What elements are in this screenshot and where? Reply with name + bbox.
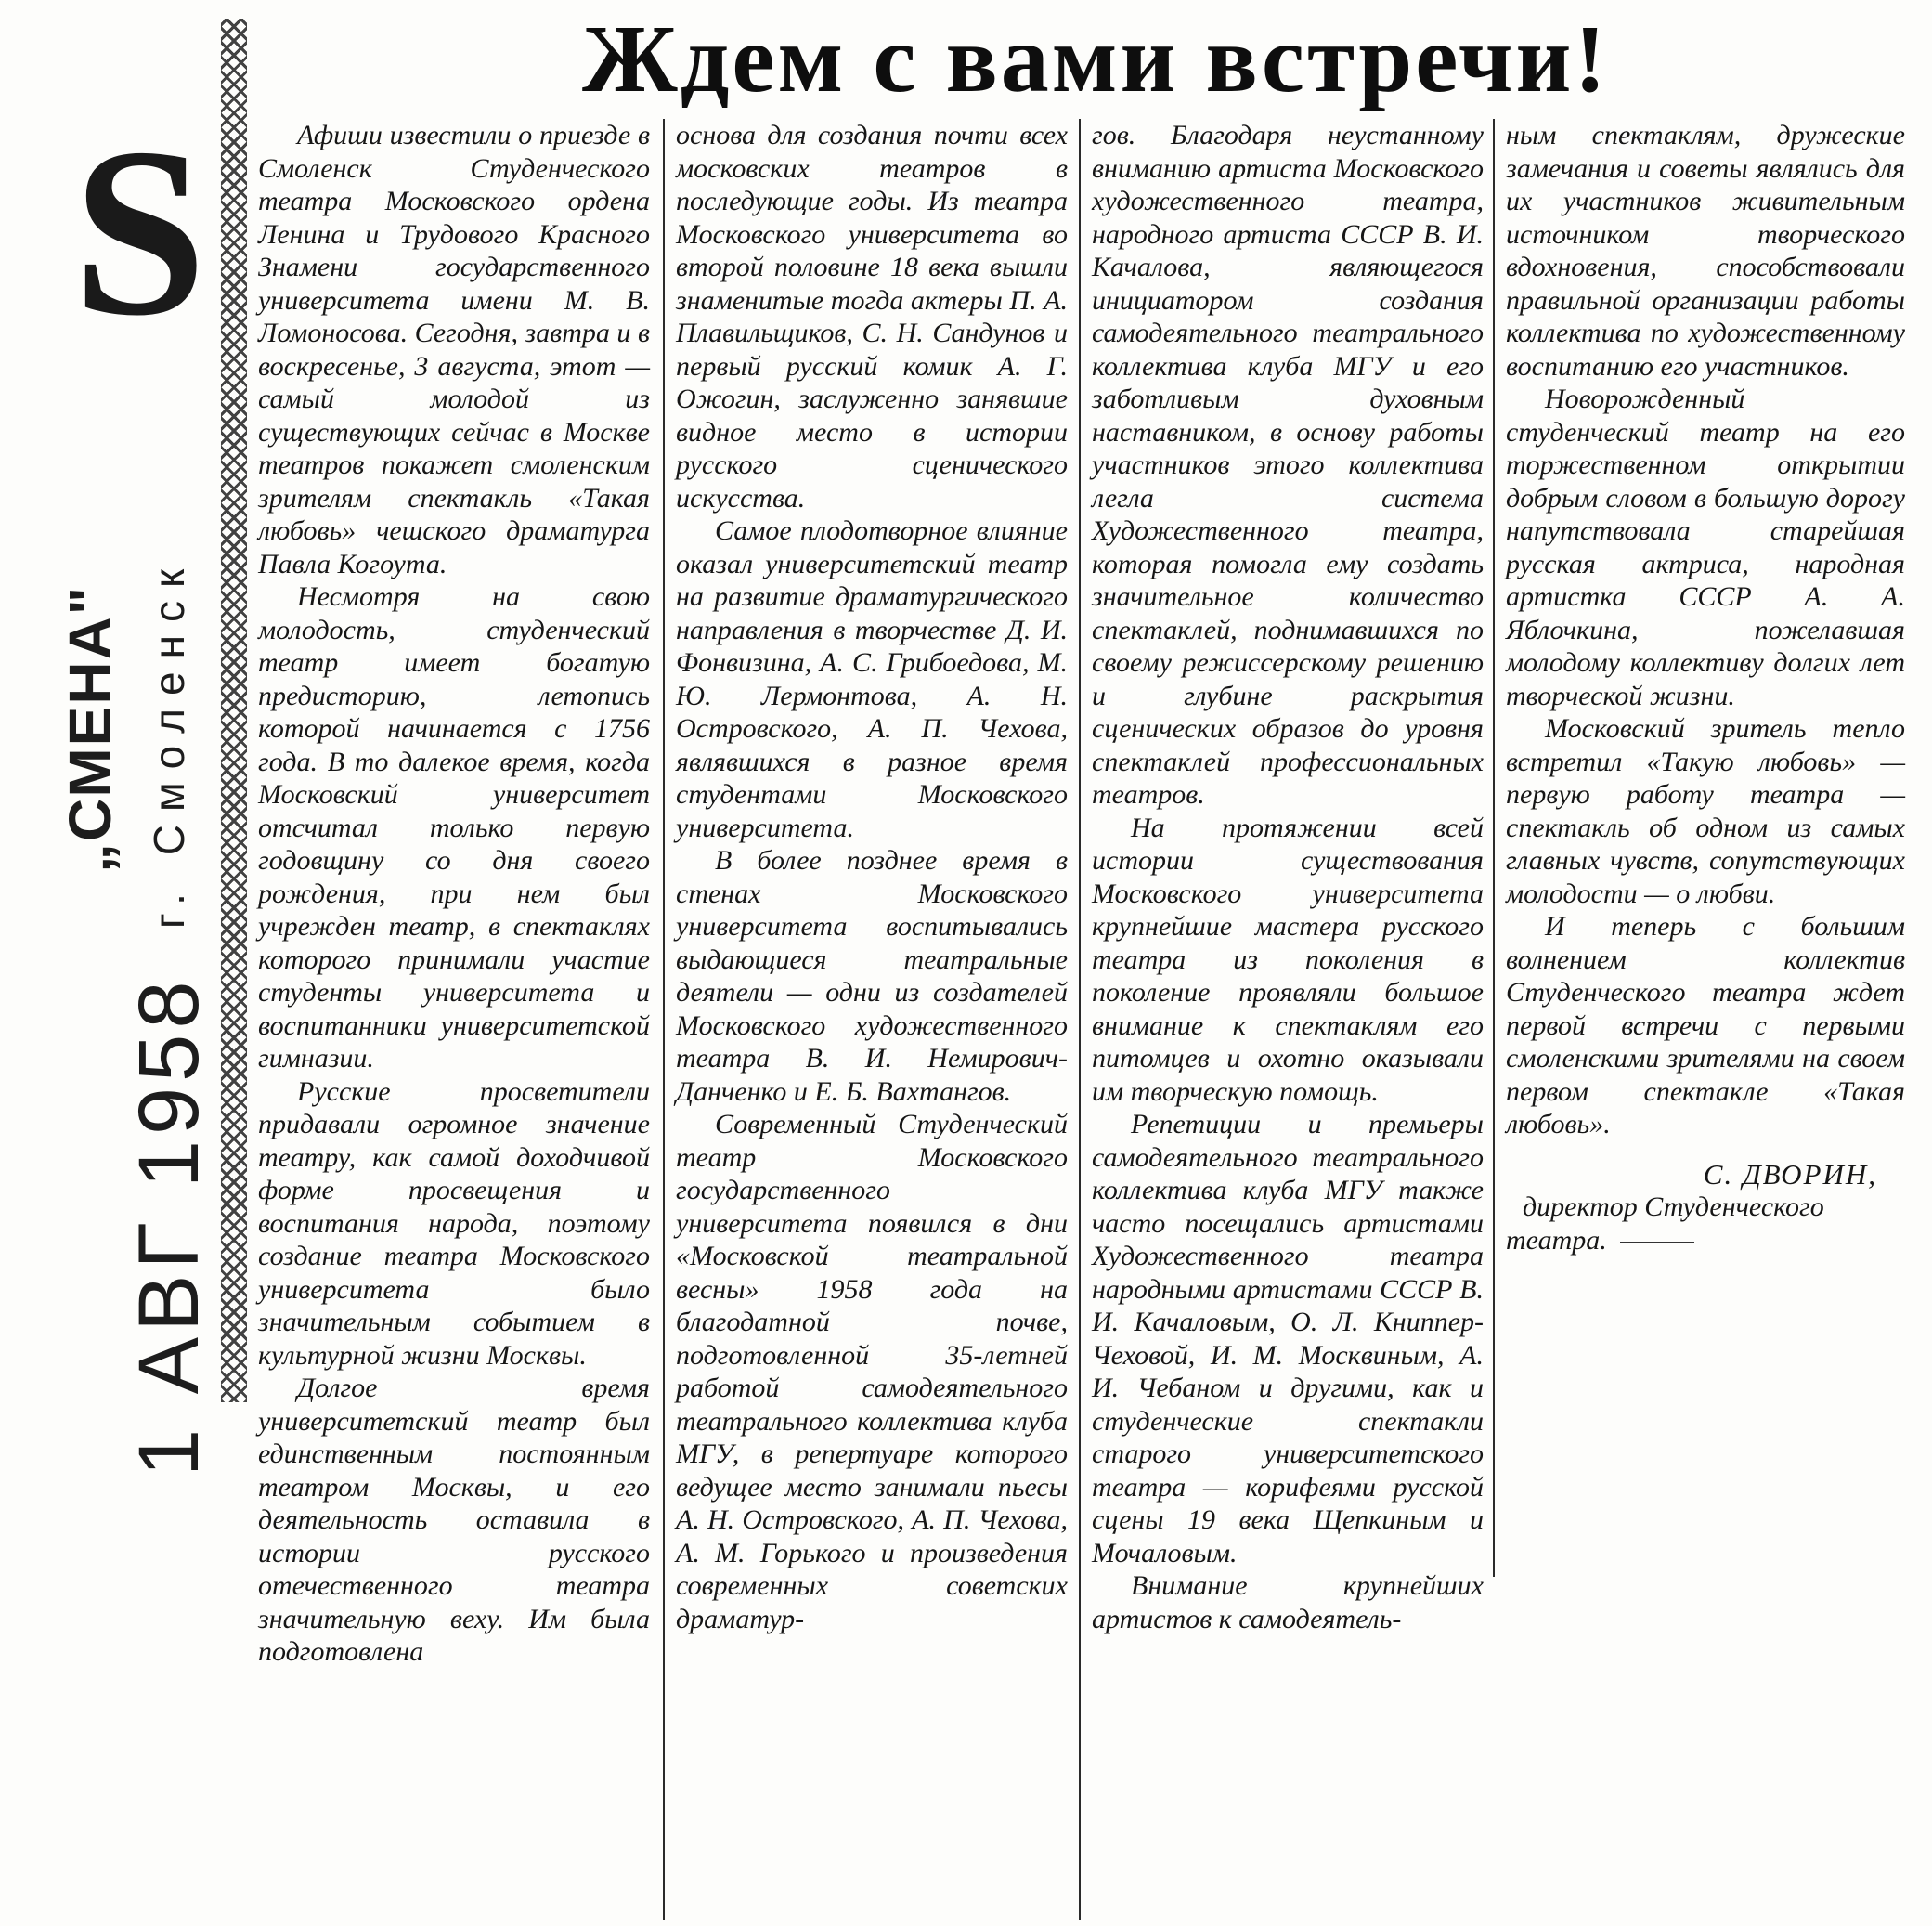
article-column-1	[258, 119, 650, 1669]
paragraph: На протяжении всей истории существования Московского университета крупнейшие мастера русского театра из поколения в поколение проявляли большое внимание к спектаклям его питомцев и охотно оказывали им творческую помощь.	[1092, 812, 1484, 1107]
paragraph: Внимание крупнейших артистов к самодеятель-	[1092, 1570, 1484, 1634]
author-signature	[1506, 1158, 1905, 1257]
decorative-border	[221, 19, 247, 1402]
stamp-date: 1 АВГ 1958	[122, 975, 216, 1477]
author-role-text: директор Студенческого театра.	[1506, 1191, 1824, 1256]
paragraph: Московский зритель тепло встретил «Такую любовь» — первую работу театра — спектакль об одном из самых главных чувств, сопутствующих молодости — о любви.	[1506, 713, 1905, 909]
paragraph: Долгое время университетский театр был единственным постоянным театром Москвы, и его деятельность оставила в истории русского отечественного театра значительную веху. Им была подготовлена	[258, 1373, 650, 1667]
stamp-city: г. Смоленск	[145, 555, 193, 929]
paragraph: Самое плодотворное влияние оказал университетский театр на развитие драматургического направления в творчестве Д. И. Фонвизина, А. С. Грибоедова, М. Ю. Лермонтова, А. Н. Островского, А. П. Чехова, являвшихся в разное время студентами Московского университета.	[676, 515, 1068, 843]
column-divider	[663, 119, 665, 1920]
paragraph: ным спектаклям, дружеские замечания и советы являлись для их участников живительным источником творческого вдохновения, способствовали правильной организации работы коллектива по художественному воспитанию его участников.	[1506, 120, 1905, 382]
paragraph: Новорожденный студенческий театр на его торжественном открытии добрым словом в большую дорогу напутствовала старейшая русская актриса, народная артистка СССР А. А. Яблочкина, пожелавшая молодому коллективу долгих лет творческой жизни.	[1506, 384, 1905, 711]
author-name: С. ДВОРИН,	[1703, 1157, 1877, 1191]
article-headline: Ждем с вами встречи!	[581, 6, 1610, 112]
paragraph: Современный Студенческий театр Московского государственного университета появился в дни «Московской театральной весны» 1958 года на благодатной почве, подготовленной 35-летней работой самодеятельного театрального коллектива клуба МГУ, в репертуаре которого ведущее место занимали пьесы А. Н. Островского, А. П. Чехова, А. М. Горького и произведения современных советских драматур-	[676, 1109, 1068, 1634]
stamp-newspaper-name: „СМЕНА"	[57, 584, 123, 873]
paragraph: Русские просветители придавали огромное значение театру, как самой доходчивой форме просвещения и воспитания народа, поэтому создание театра Московского университета было значительным событием в культурной жизни Москвы.	[258, 1075, 650, 1371]
author-role	[1506, 1191, 1905, 1256]
paragraph: Афиши известили о приезде в Смоленск Студенческого театра Московского ордена Ленина и Трудового Красного Знамени государственного университета имени М. В. Ломоносова. Сегодня, завтра и в воскресенье, 3 августа, этот — самый молодой из существующих сейчас в Москве театров покажет смоленским зрителям спектакль «Такая любовь» чешского драматурга Павла Когоута.	[258, 120, 650, 579]
signature-rule	[1620, 1242, 1694, 1243]
article-column-4	[1506, 119, 1905, 1256]
article-column-3	[1092, 119, 1484, 1635]
paragraph: гов. Благодаря неустанному вниманию артиста Московского художественного театра, народного артиста СССР В. И. Качалова, являющегося инициатором создания самодеятельного театрального коллектива клуба МГУ и его заботливым духовным наставником, в основу работы участников этого коллектива легла система Художественного театра, которая помогла ему создать значительное количество спектаклей, поднимавшихся по своему режиссерскому решению и глубине раскрытия сценических образов до уровня спектаклей профессиональных театров.	[1092, 120, 1484, 810]
paragraph: В более позднее время в стенах Московского университета воспитывались выдающиеся театральные деятели — одни из создателей Московского художественного театра В. И. Немирович-Данченко и Е. Б. Вахтангов.	[676, 845, 1068, 1107]
archive-stamp	[56, 98, 216, 1477]
column-divider	[1079, 119, 1081, 1920]
paragraph: основа для создания почти всех московских театров в последующие годы. Из театра Московского университета во второй половине 18 века вышли знаменитые тогда актеры П. А. Плавильщиков, С. Н. Сандунов и первый русский комик А. Г. Ожогин, заслуженно занявшие видное место в истории русского сценического искусства.	[676, 120, 1068, 514]
paragraph: Несмотря на свою молодость, студенческий театр имеет богатую предисторию, летопись которой начинается с 1756 года. В то далекое время, когда Московский университет отсчитал только первую годовщину со дня своего рождения, при нем был учрежден театр, в спектаклях которого принимали участие студенты университета и воспитанники университетской гимназии.	[258, 581, 650, 1074]
article-column-2	[676, 119, 1068, 1635]
column-divider	[1493, 119, 1495, 1577]
handwritten-s-mark: S	[72, 98, 207, 366]
paragraph: И теперь с большим волнением коллектив Студенческого театра ждет первой встречи с первыми смоленскими зрителями на своем первом спектакле «Такая любовь».	[1506, 911, 1905, 1139]
paragraph: Репетиции и премьеры самодеятельного театрального коллектива клуба МГУ также часто посещались артистами Художественного театра народными артистами СССР В. И. Качаловым, О. Л. Книппер-Чеховой, И. М. Москвиным, А. И. Чебаном и другими, как и студенческие спектакли старого университетского театра — корифеями русской сцены 19 века Щепкиным и Мочаловым.	[1092, 1109, 1484, 1568]
